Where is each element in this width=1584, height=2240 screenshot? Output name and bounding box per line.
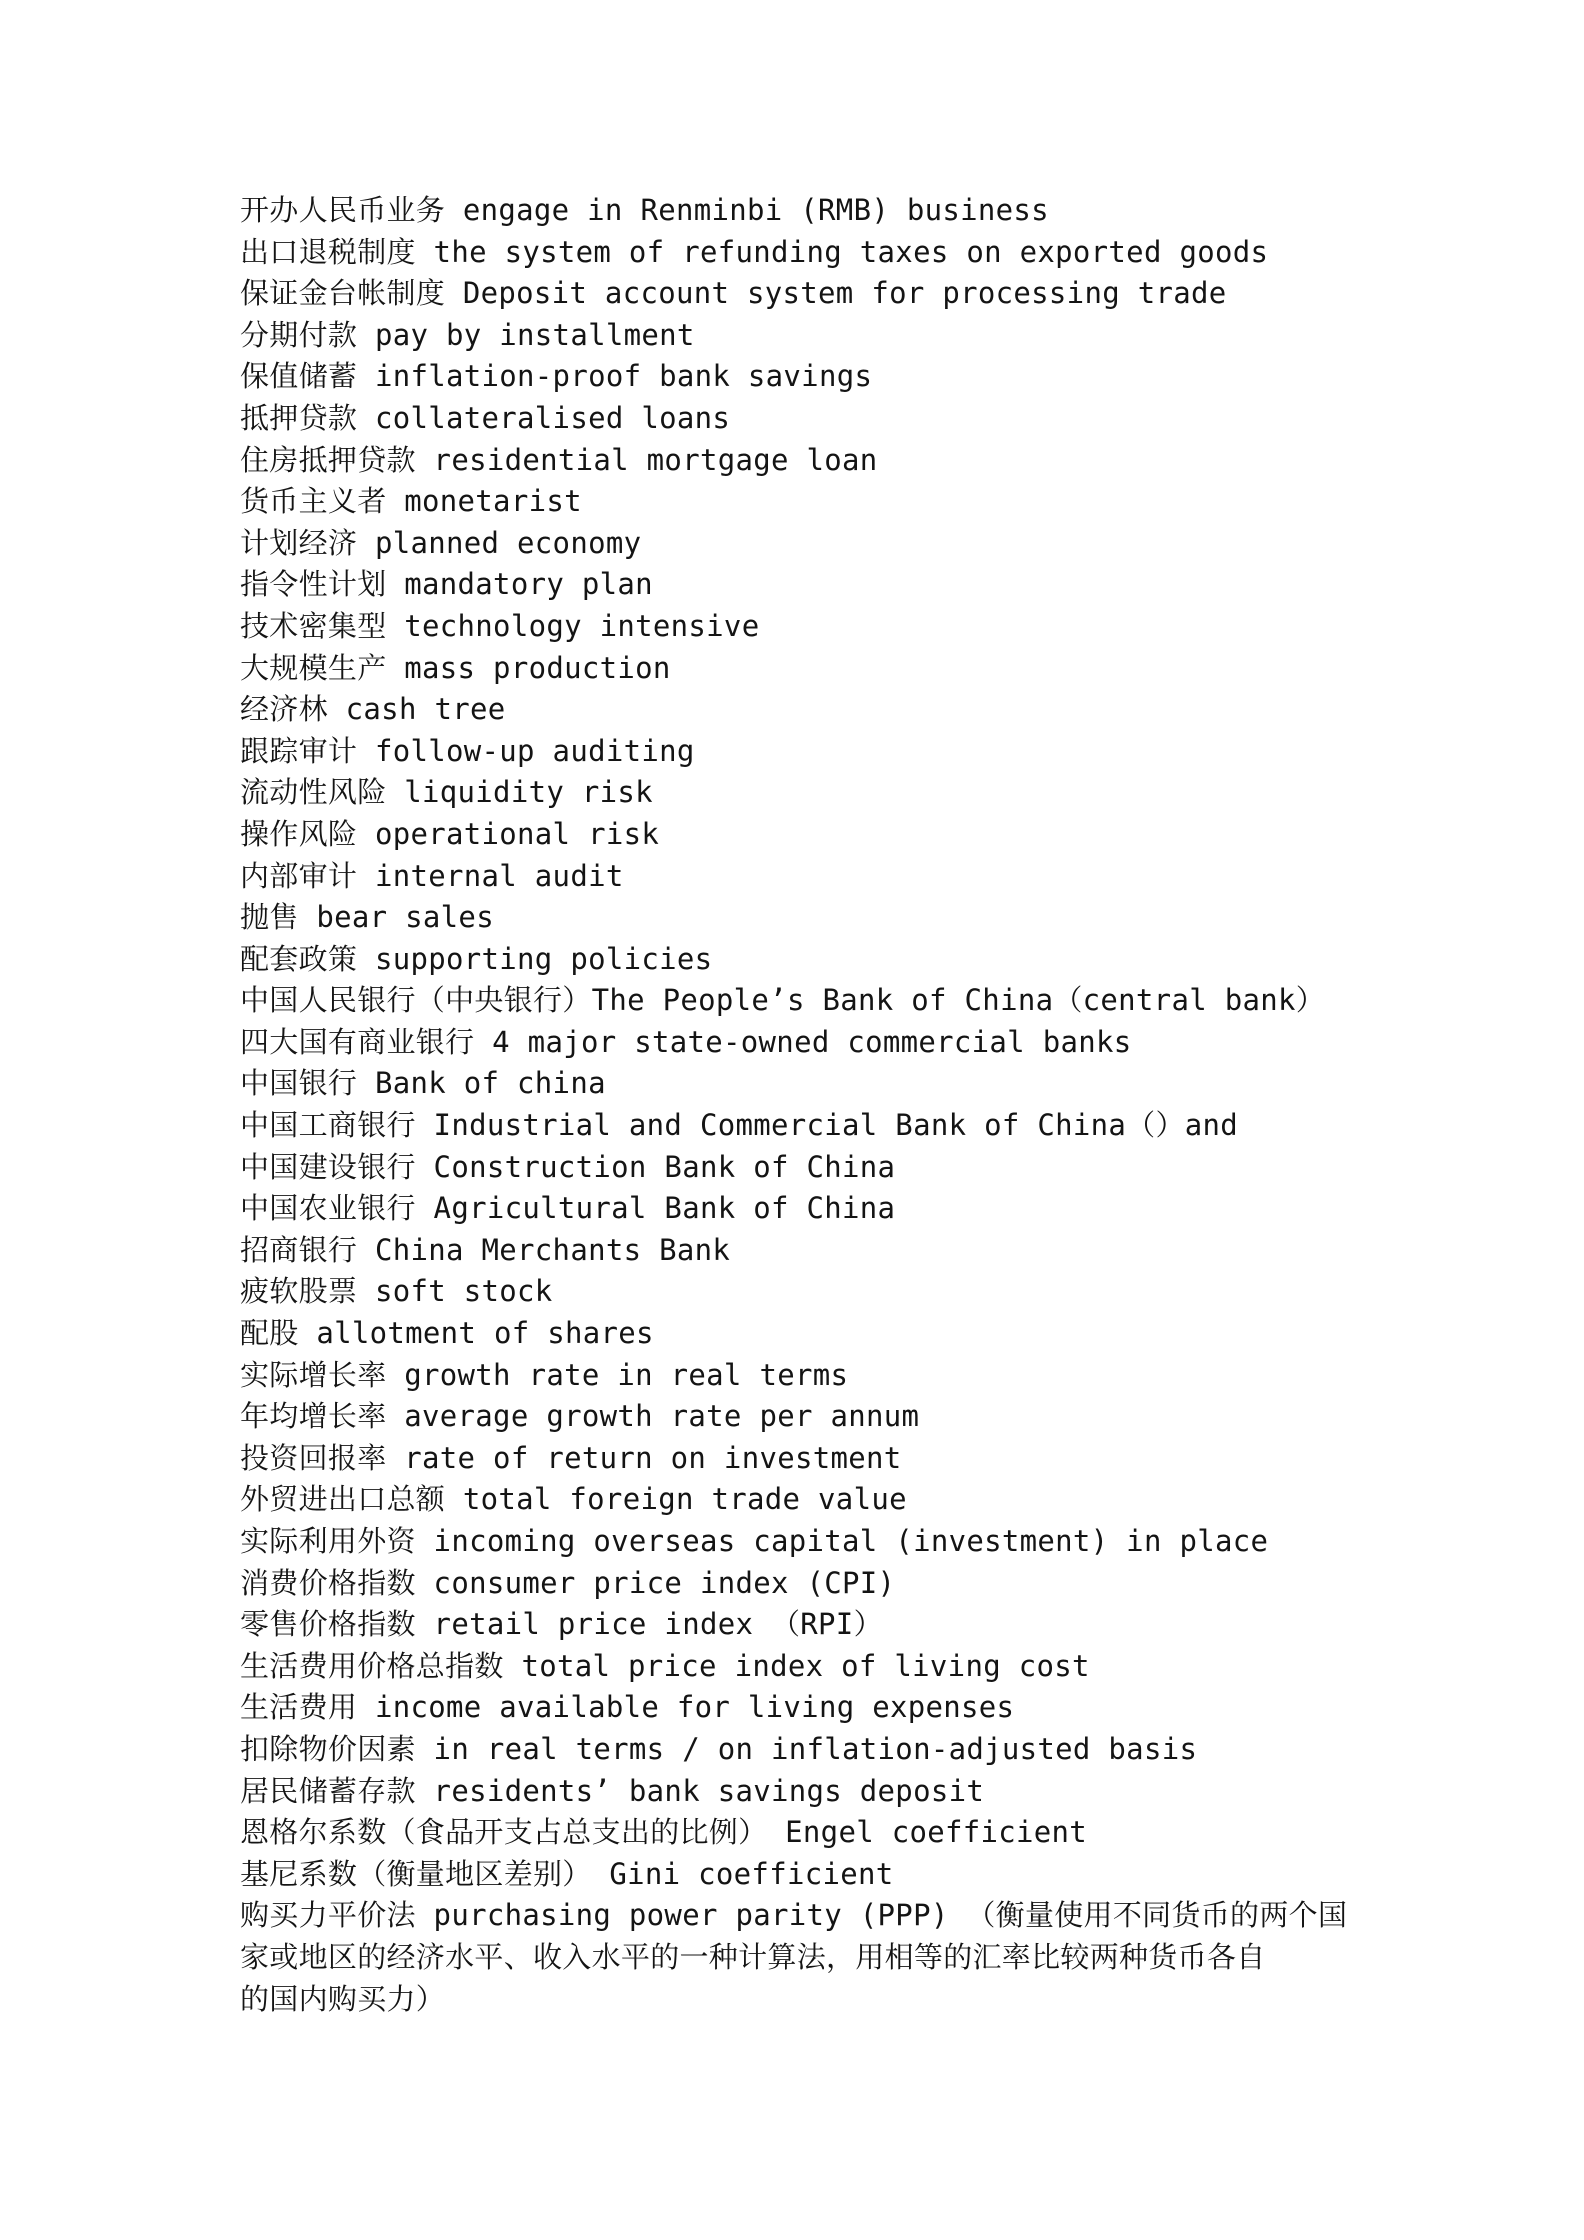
glossary-entry: 基尼系数（衡量地区差别） Gini coefficient <box>240 1856 894 1891</box>
glossary-entry: 操作风险 operational risk <box>240 816 660 851</box>
glossary-entry: 生活费用 income available for living expenses <box>240 1690 1015 1725</box>
glossary-entry: 年均增长率 average growth rate per annum <box>240 1399 920 1434</box>
glossary-entry: 实际增长率 growth rate in real terms <box>240 1357 849 1392</box>
glossary-entry: 招商银行 China Merchants Bank <box>240 1232 731 1267</box>
glossary-entry: 恩格尔系数（食品开支占总支出的比例） Engel coefficient <box>240 1815 1088 1850</box>
glossary-entry: 计划经济 planned economy <box>240 525 642 560</box>
glossary-entry: 疲软股票 soft stock <box>240 1274 553 1309</box>
glossary-entry: 生活费用价格总指数 total price index of living cost <box>240 1648 1090 1683</box>
glossary-entry: 分期付款 pay by installment <box>240 317 695 352</box>
glossary-entry: 保证金台帐制度 Deposit account system for processing trade <box>240 276 1227 311</box>
glossary-entry: 零售价格指数 retail price index （RPI） <box>240 1607 883 1642</box>
glossary-entry: 经济林 cash tree <box>240 692 506 727</box>
glossary-entry: 居民储蓄存款 residents’ bank savings deposit <box>240 1773 985 1808</box>
glossary-entry-multiline-line-2: 家或地区的经济水平、收入水平的一种计算法，用相等的汇率比较两种货币各自 <box>240 1939 1266 1974</box>
glossary-entry: 中国人民银行（中央银行）The People’s Bank of China（central bank） <box>240 983 1326 1018</box>
glossary-entry: 配股 allotment of shares <box>240 1316 654 1351</box>
glossary-entry-multiline-line-1: 购买力平价法 purchasing power parity (PPP) （衡量使用不同货币的两个国 <box>240 1898 1348 1933</box>
glossary-entry: 四大国有商业银行 4 major state-owned commercial banks <box>240 1024 1132 1059</box>
glossary-entry: 出口退税制度 the system of refunding taxes on exported goods <box>240 234 1269 269</box>
glossary-entry: 配套政策 supporting policies <box>240 941 713 976</box>
glossary-entry: 流动性风险 liquidity risk <box>240 775 653 810</box>
glossary-entry: 中国建设银行 Construction Bank of China <box>240 1149 896 1184</box>
glossary-entry: 外贸进出口总额 total foreign trade value <box>240 1482 907 1517</box>
glossary-page <box>240 190 1370 2020</box>
glossary-entry: 跟踪审计 follow-up auditing <box>240 733 695 768</box>
glossary-entry: 中国农业银行 Agricultural Bank of China <box>240 1191 896 1226</box>
glossary-entry: 技术密集型 technology intensive <box>240 608 760 643</box>
glossary-entry-multiline-line-3: 的国内购买力） <box>240 1981 446 2016</box>
glossary-entry: 中国银行 Bank of china <box>240 1066 606 1101</box>
glossary-entry: 抵押贷款 collateralised loans <box>240 400 731 435</box>
glossary-entry: 内部审计 internal audit <box>240 858 624 893</box>
glossary-entry: 中国工商银行 Industrial and Commercial Bank of China（）and <box>240 1108 1239 1143</box>
glossary-entry: 投资回报率 rate of return on investment <box>240 1440 902 1475</box>
glossary-entry: 扣除物价因素 in real terms / on inflation-adjusted basis <box>240 1731 1198 1766</box>
glossary-entry: 抛售 bear sales <box>240 900 494 935</box>
glossary-entry: 住房抵押贷款 residential mortgage loan <box>240 442 878 477</box>
glossary-entry: 大规模生产 mass production <box>240 650 671 685</box>
glossary-entry: 指令性计划 mandatory plan <box>240 567 653 602</box>
glossary-entry: 消费价格指数 consumer price index (CPI) <box>240 1565 896 1600</box>
glossary-entry: 货币主义者 monetarist <box>240 484 582 519</box>
glossary-entry: 保值储蓄 inflation-proof bank savings <box>240 359 873 394</box>
glossary-entry: 开办人民币业务 engage in Renminbi (RMB) business <box>240 193 1049 227</box>
glossary-entry: 实际利用外资 incoming overseas capital (investment) in place <box>240 1524 1269 1558</box>
